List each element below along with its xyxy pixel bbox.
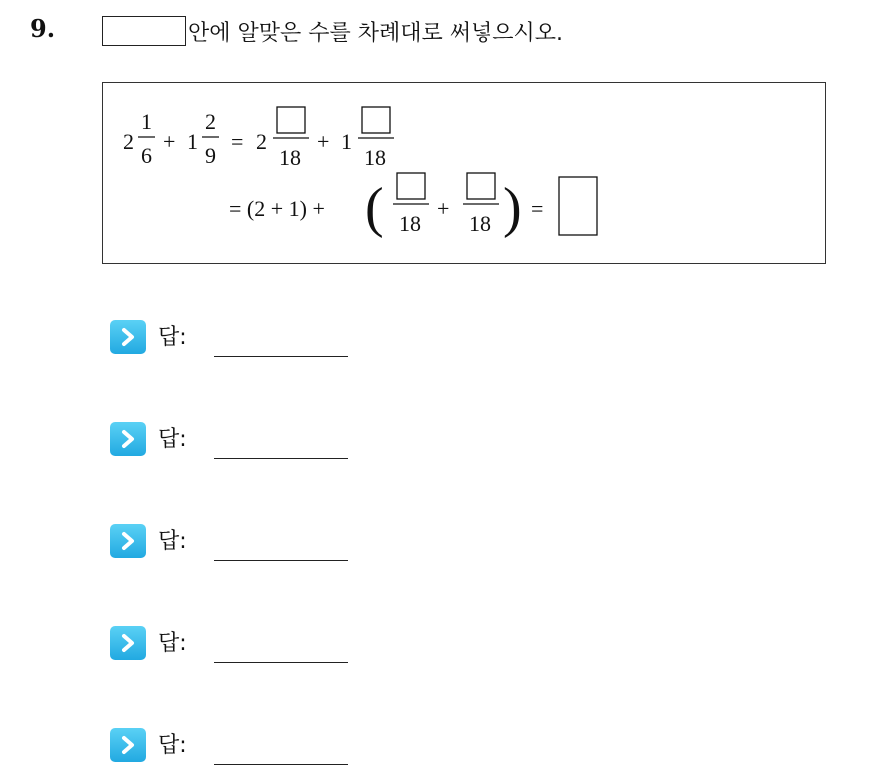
answer-row-5	[110, 726, 370, 766]
answer-box	[397, 173, 425, 199]
answer-label: 답:	[158, 733, 187, 758]
answer-box	[559, 177, 597, 235]
answer-label: 답:	[158, 427, 187, 452]
mixed-d-den: 18	[364, 145, 386, 170]
line2-prefix: = (2 + 1) +	[229, 196, 325, 221]
open-paren: (	[365, 177, 384, 239]
chevron-right-icon	[110, 320, 146, 354]
math-expression-box	[102, 82, 826, 264]
mixed-c-whole: 2	[256, 129, 267, 154]
answer-field[interactable]	[214, 662, 348, 663]
answer-field[interactable]	[214, 356, 348, 357]
answer-field[interactable]	[214, 560, 348, 561]
mixed-d-whole: 1	[341, 129, 352, 154]
mixed-b-den: 9	[205, 143, 216, 168]
answer-box	[467, 173, 495, 199]
answer-label: 답:	[158, 529, 187, 554]
answer-row-3	[110, 522, 370, 562]
answer-field[interactable]	[214, 458, 348, 459]
chevron-right-icon	[110, 524, 146, 558]
answer-field[interactable]	[214, 764, 348, 765]
frac-e-den: 18	[399, 211, 421, 236]
question-instruction	[102, 14, 563, 48]
answer-box	[277, 107, 305, 133]
mixed-a-den: 6	[141, 143, 152, 168]
answer-label: 답:	[158, 631, 187, 656]
chevron-right-icon	[110, 728, 146, 762]
question-number: 9.	[30, 14, 56, 43]
plus-sign: +	[163, 129, 176, 154]
math-expression	[103, 83, 827, 265]
mixed-a-whole: 2	[123, 129, 134, 154]
answer-row-1	[110, 318, 370, 358]
equals-sign: =	[531, 196, 544, 221]
mixed-c-den: 18	[279, 145, 301, 170]
close-paren: )	[503, 177, 522, 239]
mixed-b-num: 2	[205, 109, 216, 134]
frac-f-den: 18	[469, 211, 491, 236]
blank-box	[102, 16, 186, 46]
instruction-text: 안에 알맞은 수를 차례대로 써넣으시오.	[188, 20, 563, 46]
mixed-a-num: 1	[141, 109, 152, 134]
chevron-right-icon	[110, 626, 146, 660]
plus-sign: +	[437, 196, 450, 221]
answer-row-4	[110, 624, 370, 664]
equals-sign: =	[231, 129, 244, 154]
chevron-right-icon	[110, 422, 146, 456]
answer-label: 답:	[158, 325, 187, 350]
answer-row-2	[110, 420, 370, 460]
answer-box	[362, 107, 390, 133]
plus-sign: +	[317, 129, 330, 154]
mixed-b-whole: 1	[187, 129, 198, 154]
